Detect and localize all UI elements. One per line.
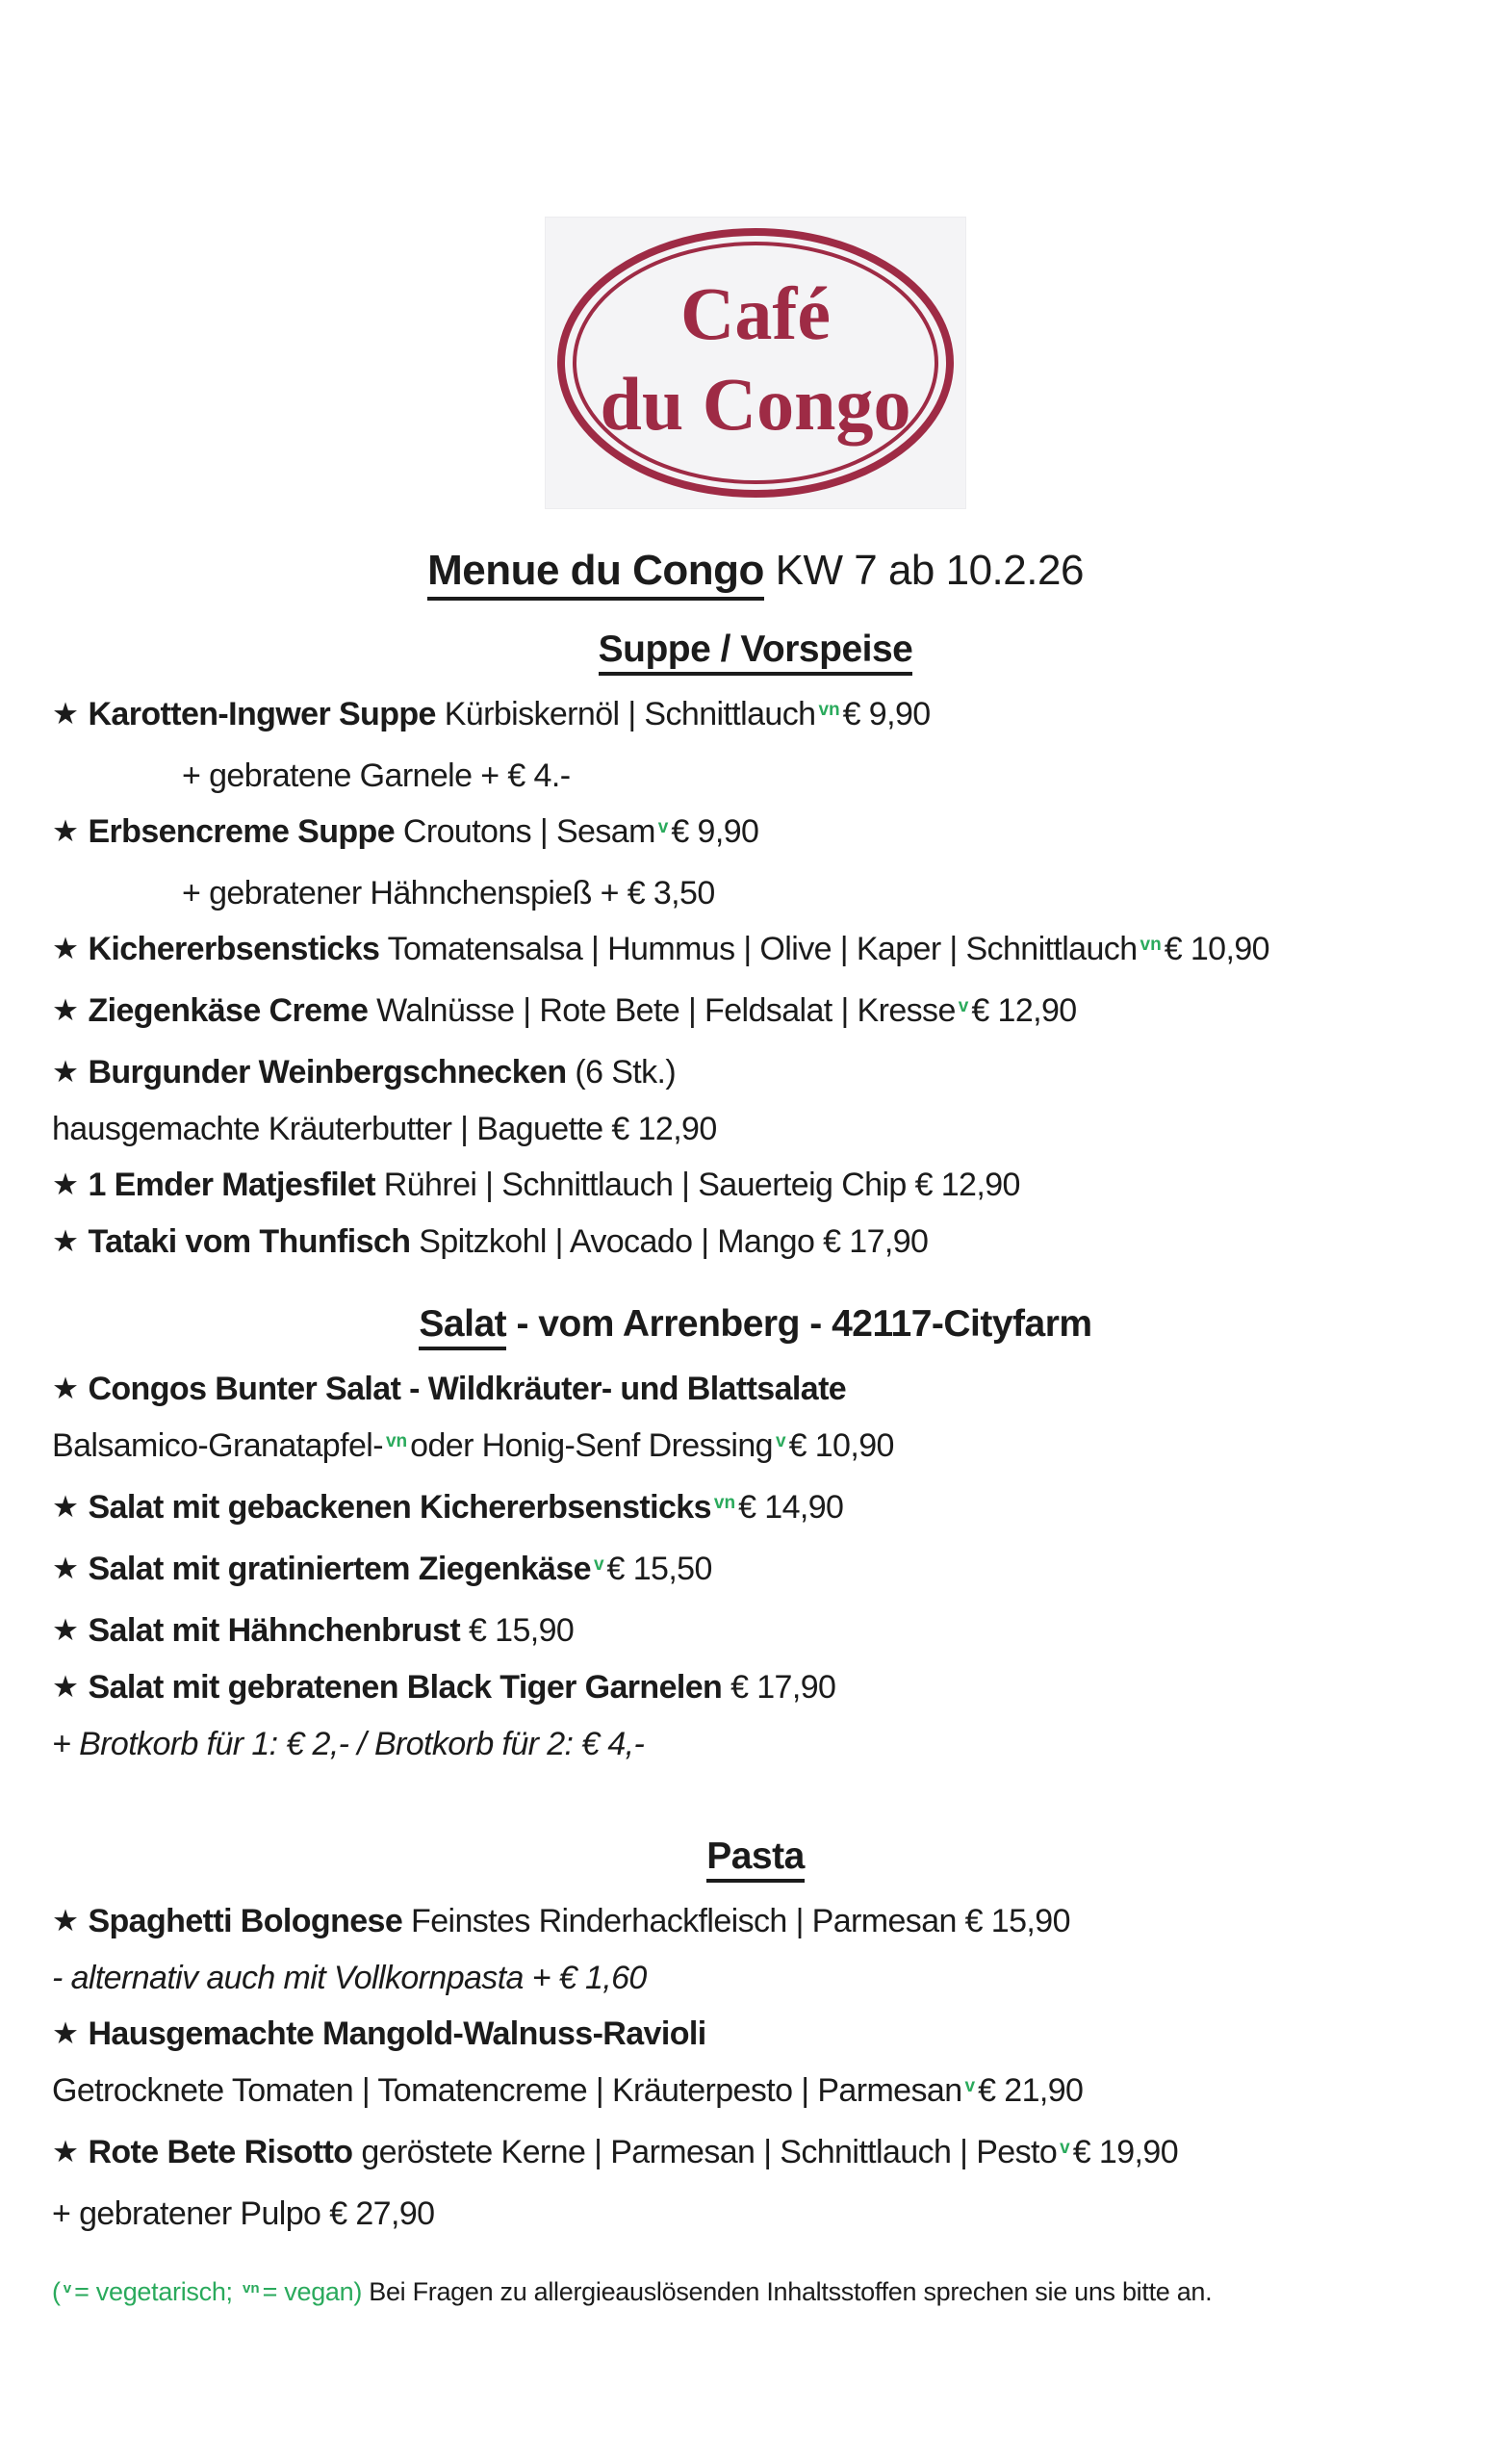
menu-item [52, 748, 1459, 804]
page-title-date: KW 7 ab 10.2.26 [763, 547, 1084, 594]
cafe-du-congo-logo [545, 217, 966, 509]
text-segment: € 19,90 [1072, 2134, 1179, 2170]
veg-marker: v [964, 2075, 976, 2096]
menu-item [52, 865, 1459, 921]
menu-item [52, 2186, 1459, 2242]
menu-item [52, 804, 1459, 865]
menu-item [52, 1214, 1459, 1270]
star-icon: ★ [52, 2135, 79, 2169]
menu-item [52, 686, 1459, 748]
text-segment: Rührei | Schnittlauch | Sauerteig Chip € 12,90 [374, 1167, 1020, 1203]
menu-sections [52, 625, 1459, 2242]
veg-marker: v [1060, 2137, 1070, 2158]
text-segment: + gebratene Garnele + € 4.- [182, 757, 571, 794]
logo-oval-icon [553, 225, 958, 500]
menu-item [52, 1479, 1459, 1541]
text-segment: 1 Emder Matjesfilet [88, 1167, 375, 1203]
text-segment: Kürbiskernöl | Schnittlauch [435, 696, 816, 732]
section-items [52, 1893, 1459, 2242]
page-title [52, 544, 1459, 598]
veg-marker: vn [818, 699, 840, 720]
section-heading [52, 625, 1459, 675]
veg-marker: vn [385, 1430, 408, 1451]
text-segment: € 10,90 [1164, 931, 1269, 967]
text-segment: = vegetarisch; [74, 2277, 240, 2306]
legend-footnote [52, 2272, 1459, 2316]
section-heading-underlined: Salat [419, 1303, 506, 1350]
text-segment: geröstete Kerne | Parmesan | Schnittlauch | Pesto [352, 2134, 1058, 2170]
menu-item [52, 1893, 1459, 1950]
text-segment: Salat mit gratiniertem Ziegenkäse [88, 1551, 591, 1587]
text-segment: oder Honig-Senf Dressing [410, 1427, 773, 1464]
menu-item [52, 1418, 1459, 1479]
menu-item [52, 1157, 1459, 1214]
menu-item [52, 1716, 1459, 1772]
text-segment: Tomatensalsa | Hummus | Olive | Kaper | Schnittlauch [379, 931, 1138, 967]
text-segment: € 17,90 [722, 1669, 836, 1706]
menu-item [52, 1361, 1459, 1418]
text-segment: Burgunder Weinbergschnecken [88, 1054, 567, 1091]
menu-item [52, 921, 1459, 983]
text-segment: + Brotkorb für 1: € 2,- / Brotkorb für 2: € 4,- [52, 1726, 645, 1762]
veg-marker: v [775, 1430, 786, 1451]
text-segment: Erbsencreme Suppe [88, 813, 396, 850]
text-segment: Croutons | Sesam [395, 813, 655, 850]
text-segment: hausgemachte Kräuterbutter | Baguette € 12,90 [52, 1111, 717, 1147]
section-heading-underlined: Suppe / Vorspeise [599, 629, 913, 676]
section-heading [52, 1832, 1459, 1882]
text-segment: Tataki vom Thunfisch [88, 1223, 411, 1260]
star-icon: ★ [52, 1490, 79, 1524]
star-icon: ★ [52, 993, 79, 1027]
veg-marker: v [593, 1553, 604, 1575]
text-segment: Rote Bete Risotto [88, 2134, 353, 2170]
text-segment: Salat mit gebackenen Kichererbsensticks [88, 1489, 711, 1526]
text-segment: € 9,90 [671, 813, 759, 850]
text-segment: + gebratener Pulpo € 27,90 [52, 2195, 435, 2232]
text-segment: Walnüsse | Rote Bete | Feldsalat | Kresse [368, 992, 956, 1029]
star-icon: ★ [52, 1224, 79, 1258]
text-segment: Karotten-Ingwer Suppe [88, 696, 436, 732]
star-icon: ★ [52, 1552, 79, 1585]
section-heading-suffix: - vom Arrenberg - 42117-Cityfarm [506, 1303, 1092, 1345]
star-icon: ★ [52, 2016, 79, 2050]
text-segment: Getrocknete Tomaten | Tomatencreme | Kräuterpesto | Parmesan [52, 2072, 962, 2109]
text-segment: Salat mit Hähnchenbrust [88, 1612, 461, 1649]
veg-marker: v [958, 995, 969, 1016]
text-segment: = vegan) [262, 2277, 363, 2306]
text-segment: Congos Bunter Salat - Wildkräuter- und Blattsalate [88, 1371, 847, 1407]
text-segment: € 15,50 [606, 1551, 712, 1587]
menu-item [52, 2063, 1459, 2124]
menu-item [52, 2006, 1459, 2063]
menu-item [52, 1659, 1459, 1716]
star-icon: ★ [52, 814, 79, 848]
text-segment: (6 Stk.) [566, 1054, 677, 1091]
menu-item [52, 1541, 1459, 1603]
menu-item [52, 1603, 1459, 1659]
menu-item [52, 1044, 1459, 1101]
veg-marker: vn [1140, 934, 1162, 955]
logo-text-line1: Café [680, 271, 831, 355]
section-items [52, 686, 1459, 1270]
star-icon: ★ [52, 1904, 79, 1938]
section-items [52, 1361, 1459, 1772]
text-segment: Hausgemachte Mangold-Walnuss-Ravioli [88, 2015, 706, 2052]
text-segment: € 12,90 [971, 992, 1077, 1029]
text-segment: Balsamico-Granatapfel- [52, 1427, 383, 1464]
text-segment: € 21,90 [978, 2072, 1084, 2109]
menu-item [52, 2124, 1459, 2186]
veg-marker: v [63, 2279, 72, 2297]
section-heading-underlined: Pasta [706, 1835, 805, 1883]
star-icon: ★ [52, 1372, 79, 1405]
text-segment: Salat mit gebratenen Black Tiger Garnelen [88, 1669, 723, 1706]
page-title-main: Menue du Congo [427, 547, 764, 601]
text-segment: ( [52, 2277, 61, 2306]
menu-item [52, 1101, 1459, 1157]
star-icon: ★ [52, 697, 79, 731]
text-segment: - alternativ auch mit Vollkornpasta + € 1,60 [52, 1960, 647, 1996]
text-segment: Ziegenkäse Creme [88, 992, 369, 1029]
veg-marker: vn [242, 2279, 260, 2297]
text-segment: € 14,90 [738, 1489, 844, 1526]
star-icon: ★ [52, 1670, 79, 1704]
text-segment: Spaghetti Bolognese [88, 1903, 403, 1939]
text-segment: Feinstes Rinderhackfleisch | Parmesan € 15,90 [402, 1903, 1070, 1939]
menu-item [52, 983, 1459, 1044]
star-icon: ★ [52, 932, 79, 965]
text-segment: Kichererbsensticks [88, 931, 380, 967]
text-segment: € 9,90 [842, 696, 931, 732]
veg-marker: vn [713, 1492, 736, 1513]
text-segment: Bei Fragen zu allergieauslösenden Inhaltsstoffen sprechen sie uns bitte an. [362, 2277, 1213, 2306]
veg-marker: v [657, 816, 669, 837]
star-icon: ★ [52, 1168, 79, 1201]
text-segment: € 10,90 [788, 1427, 894, 1464]
logo-text-line2: du Congo [600, 362, 911, 446]
section-heading [52, 1299, 1459, 1349]
star-icon: ★ [52, 1055, 79, 1089]
menu-item [52, 1950, 1459, 2006]
text-segment: + gebratener Hähnchenspieß + € 3,50 [182, 875, 715, 911]
star-icon: ★ [52, 1613, 79, 1647]
text-segment: Spitzkohl | Avocado | Mango € 17,90 [410, 1223, 929, 1260]
text-segment: € 15,90 [460, 1612, 575, 1649]
